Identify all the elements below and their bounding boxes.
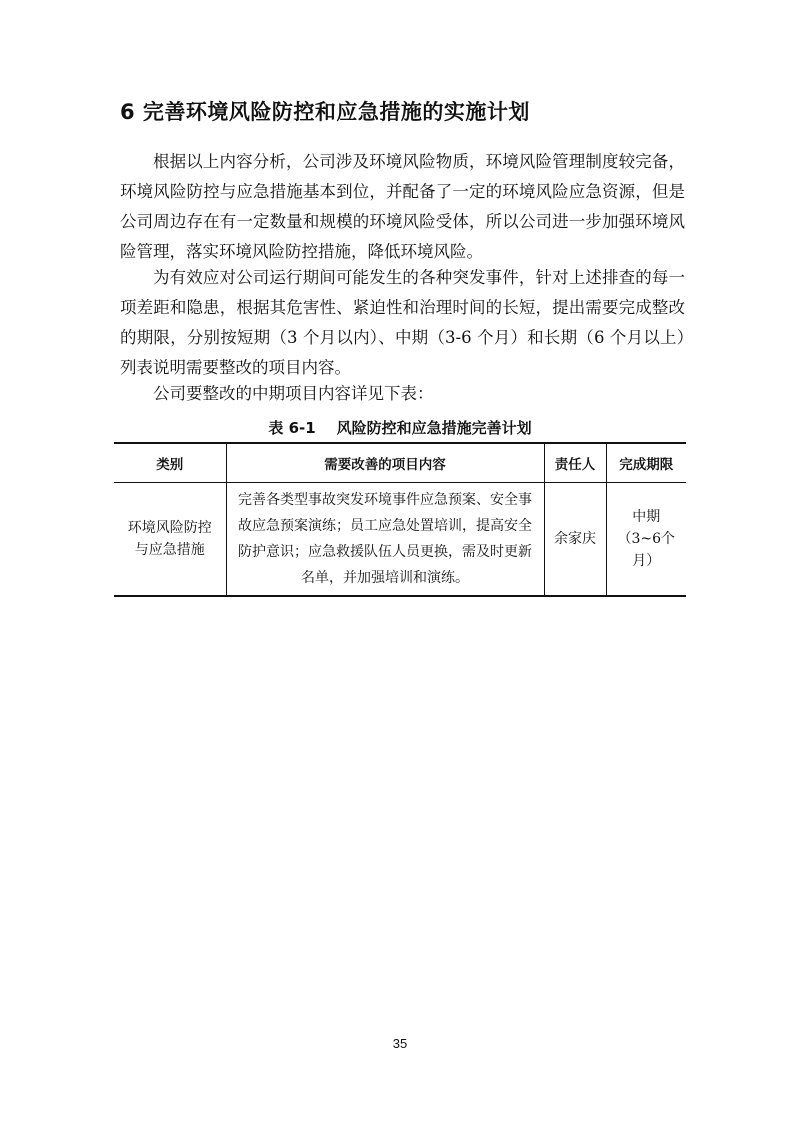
improvement-plan-table bbox=[114, 442, 686, 597]
cell-deadline: 中期（3~6个月） bbox=[606, 483, 686, 597]
table-header-row bbox=[114, 443, 686, 483]
table-row bbox=[114, 483, 686, 597]
paragraph-table-intro: 公司要整改的中期项目内容详见下表： bbox=[153, 384, 434, 403]
table-caption: 表 6-1 风险防控和应急措施完善计划 bbox=[268, 419, 532, 437]
cell-category: 环境风险防控与应急措施 bbox=[114, 483, 226, 597]
page-number: 35 bbox=[392, 1036, 408, 1051]
paragraph-rectification-periods: 为有效应对公司运行期间可能发生的各种突发事件，针对上述排查的每一项差距和隐患，根据其危害性、紧迫性和治理时间的长短，提出需要完成整改的期限，分别按短期（3 个月以内）、中期（3-6 个月）和长期（6 个月以上）列表说明需要整改的项目内容。 bbox=[120, 268, 685, 377]
header-category: 类别 bbox=[114, 443, 226, 483]
header-content: 需要改善的项目内容 bbox=[226, 443, 544, 483]
cell-owner: 余家庆 bbox=[544, 483, 606, 597]
cell-content: 完善各类型事故突发环境事件应急预案、安全事故应急预案演练；员工应急处置培训，提高安全防护意识；应急救援队伍人员更换，需及时更新名单，并加强培训和演练。 bbox=[226, 483, 544, 597]
header-owner: 责任人 bbox=[544, 443, 606, 483]
header-deadline: 完成期限 bbox=[606, 443, 686, 483]
paragraph-analysis: 根据以上内容分析，公司涉及环境风险物质，环境风险管理制度较完备，环境风险防控与应急措施基本到位，并配备了一定的环境风险应急资源，但是公司周边存在有一定数量和规模的环境风险受体，所以公司进一步加强环境风险管理，落实环境风险防控措施，降低环境风险。 bbox=[120, 152, 685, 261]
section-heading: 6 完善环境风险防控和应急措施的实施计划 bbox=[120, 100, 530, 124]
